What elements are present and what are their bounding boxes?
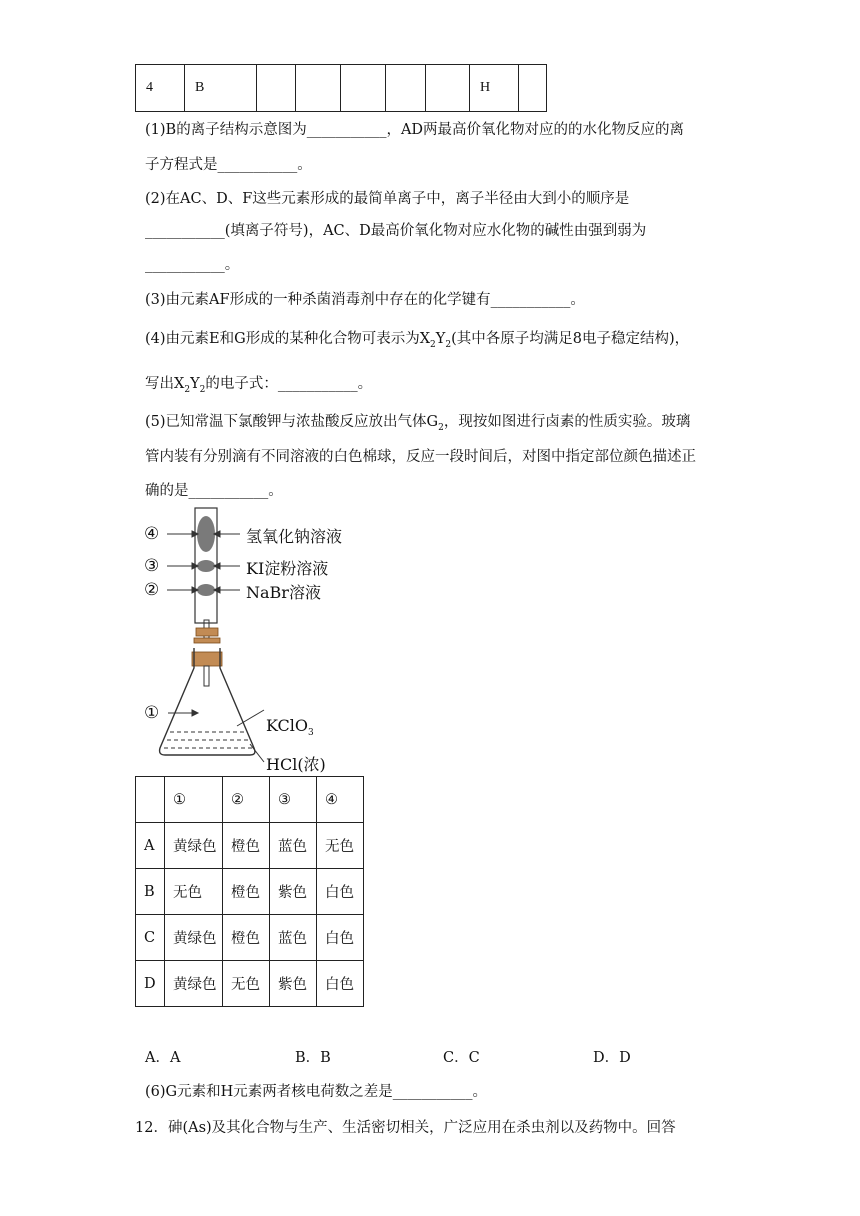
table-cell: A (136, 823, 165, 869)
table-cell: 橙色 (223, 869, 270, 915)
question-5-text: ，现按如图进行卤素的性质实验。玻璃 (443, 414, 691, 430)
question-2-line-2: ___________(填离子符号)，AC、D最高价氧化物对应水化物的碱性由强到弱为 (145, 223, 647, 239)
table-cell: 黄绿色 (165, 961, 223, 1007)
question-4-text: (其中各原子均满足8电子稳定结构)， (451, 331, 690, 347)
table-row (136, 777, 364, 823)
table-cell: 橙色 (223, 823, 270, 869)
marker-2: ② (144, 580, 160, 600)
question-5-line-1 (145, 412, 690, 438)
table-cell: ④ (317, 777, 364, 823)
table-cell: C (136, 915, 165, 961)
formula-x2y2: $X_2Y_2$ (174, 376, 206, 395)
table-cell: ② (223, 777, 270, 823)
question-4-line-1 (145, 329, 689, 355)
question-1-line-2: 子方程式是___________。 (145, 157, 312, 173)
table-cell: 无色 (165, 869, 223, 915)
cotton-ball-4 (197, 516, 215, 552)
marker-1: ① (144, 703, 160, 723)
table-cell (426, 65, 470, 112)
table-cell: 橙色 (223, 915, 270, 961)
question-2-line-3: ___________。 (145, 257, 240, 273)
question-6-line: (6)G元素和H元素两者核电荷数之差是___________。 (145, 1084, 488, 1100)
table-cell (341, 65, 386, 112)
choice-b[interactable]: B．B (295, 1050, 331, 1066)
choice-a[interactable]: A．A (145, 1050, 181, 1066)
table-cell: 白色 (317, 869, 364, 915)
question-2-line-1: (2)在AC、D、F这些元素形成的最简单离子中，离子半径由大到小的顺序是 (145, 191, 630, 207)
table-cell (296, 65, 341, 112)
table-cell: H (470, 65, 519, 112)
question-3-line: (3)由元素AF形成的一种杀菌消毒剂中存在的化学键有___________。 (145, 292, 585, 308)
choice-c[interactable]: C．C (443, 1050, 480, 1066)
table-row (136, 915, 364, 961)
table-cell: ① (165, 777, 223, 823)
cotton-ball-2 (197, 584, 215, 596)
table-row (136, 961, 364, 1007)
table-cell: B (185, 65, 257, 112)
table-cell (386, 65, 426, 112)
table-cell: 无色 (317, 823, 364, 869)
table-cell: D (136, 961, 165, 1007)
label-ki: KI淀粉溶液 (246, 559, 329, 578)
question-1-line-1: (1)B的离子结构示意图为___________，AD两最高价氧化物对应的的水化物反应的离 (145, 122, 685, 138)
table-cell: 4 (136, 65, 185, 112)
question-5-line-2: 管内装有分别滴有不同溶液的白色棉球，反应一段时间后，对图中指定部位颜色描述正 (145, 449, 696, 465)
marker-3: ③ (144, 556, 160, 576)
table-cell: 蓝色 (270, 823, 317, 869)
table-cell: 无色 (223, 961, 270, 1007)
question-4-text: 写出 (145, 376, 174, 392)
table-cell: 紫色 (270, 869, 317, 915)
table-row (136, 869, 364, 915)
table-cell: 白色 (317, 961, 364, 1007)
marker-4: ④ (144, 524, 160, 544)
question-12-line: 12．砷(As)及其化合物与生产、生活密切相关，广泛应用在杀虫剂以及药物中。回答 (135, 1120, 676, 1136)
table-cell: 白色 (317, 915, 364, 961)
table-cell: 黄绿色 (165, 823, 223, 869)
question-4-line-2 (145, 374, 372, 400)
question-5-line-3: 确的是___________。 (145, 483, 283, 499)
formula-x2y2: $X_2Y_2$ (419, 331, 452, 350)
table-row (136, 823, 364, 869)
options-table (135, 776, 364, 1007)
question-5-text: (5)已知常温下氯酸钾与浓盐酸反应放出气体 (145, 414, 427, 430)
table-cell: 蓝色 (270, 915, 317, 961)
cotton-ball-3 (197, 560, 215, 572)
label-nabr: NaBr溶液 (246, 583, 321, 602)
table-cell: 黄绿色 (165, 915, 223, 961)
label-kclo3: KClO$_3$ (266, 716, 314, 739)
choice-d[interactable]: D．D (593, 1050, 631, 1066)
table-cell (257, 65, 296, 112)
label-hcl: HCl(浓) (266, 755, 326, 774)
table-cell (519, 65, 547, 112)
table-cell (136, 777, 165, 823)
question-4-text: 的电子式：___________。 (205, 376, 373, 392)
formula-g2: $G_2$ (426, 414, 444, 433)
element-table (135, 64, 547, 112)
table-cell: 紫色 (270, 961, 317, 1007)
table-cell: B (136, 869, 165, 915)
label-naoh: 氢氧化钠溶液 (246, 527, 343, 546)
table-row (136, 65, 547, 112)
table-cell: ③ (270, 777, 317, 823)
rubber-stopper (196, 628, 218, 636)
question-4-text: (4)由元素E和G形成的某种化合物可表示为 (145, 331, 420, 347)
